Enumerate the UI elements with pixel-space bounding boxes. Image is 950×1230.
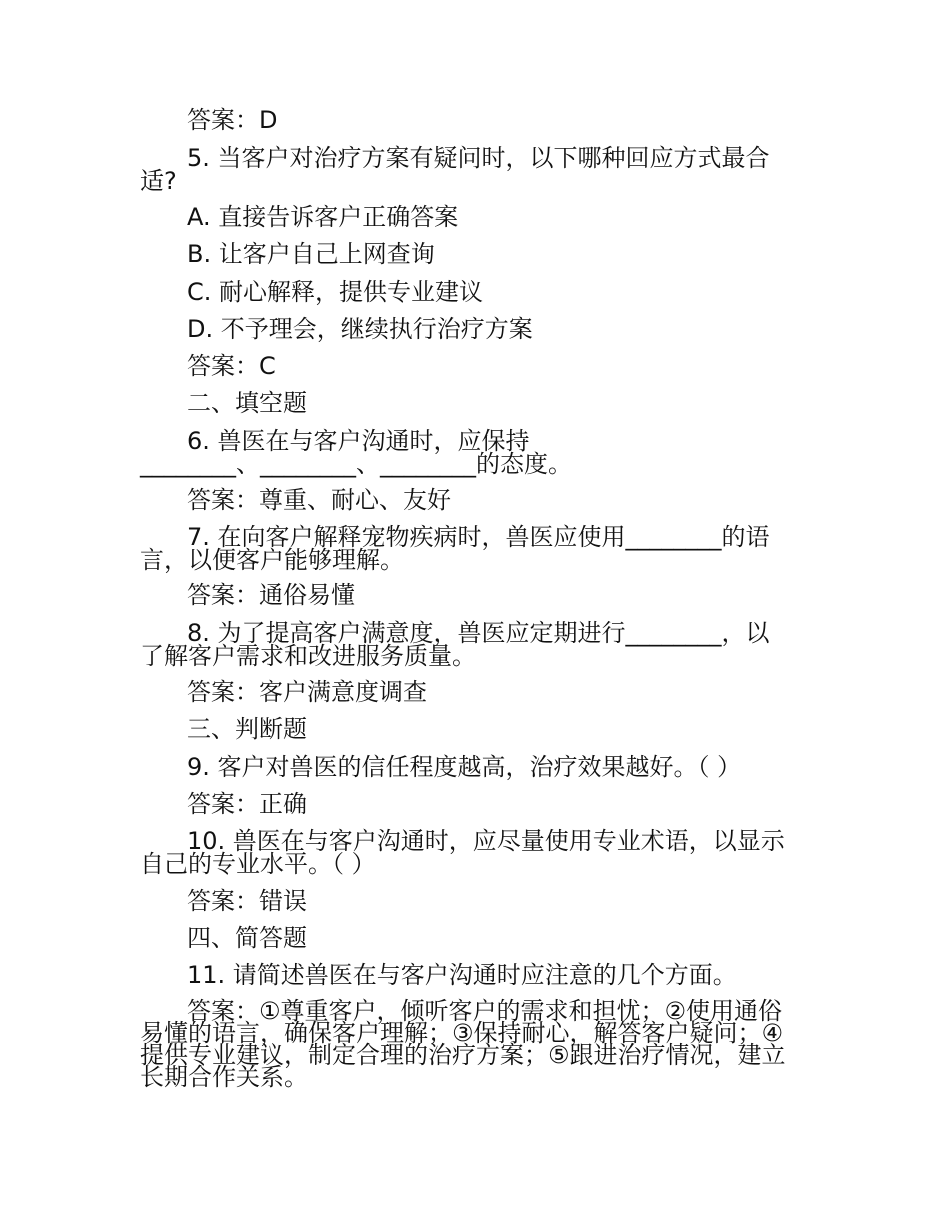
q8-answer: 答案：客户满意度调查 bbox=[187, 678, 427, 706]
q11-answer-line3: 提供专业建议，制定合理的治疗方案；⑤跟进治疗情况，建立 bbox=[140, 1041, 786, 1069]
q10-question-line1: 10. 兽医在与客户沟通时，应尽量使用专业术语，以显示 bbox=[187, 827, 785, 855]
q10-question-line2: 自己的专业水平。（ ） bbox=[140, 850, 376, 878]
q6-question-line2: ________、________、________的态度。 bbox=[140, 450, 572, 478]
q10-answer: 答案：错误 bbox=[187, 887, 307, 915]
q11-answer-line2: 易懂的语言，确保客户理解；③保持耐心，解答客户疑问；④ bbox=[140, 1019, 784, 1047]
section-short-answer-title: 四、简答题 bbox=[187, 924, 307, 952]
q9-answer: 答案：正确 bbox=[187, 790, 307, 818]
q5-question-line2: 适? bbox=[140, 167, 177, 195]
q5-option-c: C. 耐心解释，提供专业建议 bbox=[187, 278, 484, 306]
q6-question-line1: 6. 兽医在与客户沟通时，应保持 bbox=[187, 427, 530, 455]
q8-question-line2: 了解客户需求和改进服务质量。 bbox=[140, 642, 476, 670]
section-fill-in-title: 二、填空题 bbox=[187, 389, 307, 417]
q5-option-a: A. 直接告诉客户正确答案 bbox=[187, 203, 459, 231]
q11-answer-line1: 答案：①尊重客户，倾听客户的需求和担忧；②使用通俗 bbox=[187, 997, 783, 1025]
q5-option-d: D. 不予理会，继续执行治疗方案 bbox=[187, 315, 533, 343]
section-true-false-title: 三、判断题 bbox=[187, 715, 307, 743]
q7-answer: 答案：通俗易懂 bbox=[187, 581, 355, 609]
q7-question-line1: 7. 在向客户解释宠物疾病时，兽医应使用________的语 bbox=[187, 523, 770, 551]
q5-question-line1: 5. 当客户对治疗方案有疑问时，以下哪种回应方式最合 bbox=[187, 144, 770, 172]
q4-answer: 答案：D bbox=[187, 106, 278, 134]
q8-question-line1: 8. 为了提高客户满意度，兽医应定期进行________，以 bbox=[187, 619, 770, 647]
q9-question: 9. 客户对兽医的信任程度越高，治疗效果越好。（ ） bbox=[187, 753, 742, 781]
q6-answer: 答案：尊重、耐心、友好 bbox=[187, 486, 451, 514]
q11-question: 11. 请简述兽医在与客户沟通时应注意的几个方面。 bbox=[187, 961, 737, 989]
q5-answer: 答案：C bbox=[187, 352, 276, 380]
q5-option-b: B. 让客户自己上网查询 bbox=[187, 240, 435, 268]
q7-question-line2: 言，以便客户能够理解。 bbox=[140, 546, 404, 574]
q11-answer-line4: 长期合作关系。 bbox=[140, 1063, 308, 1091]
